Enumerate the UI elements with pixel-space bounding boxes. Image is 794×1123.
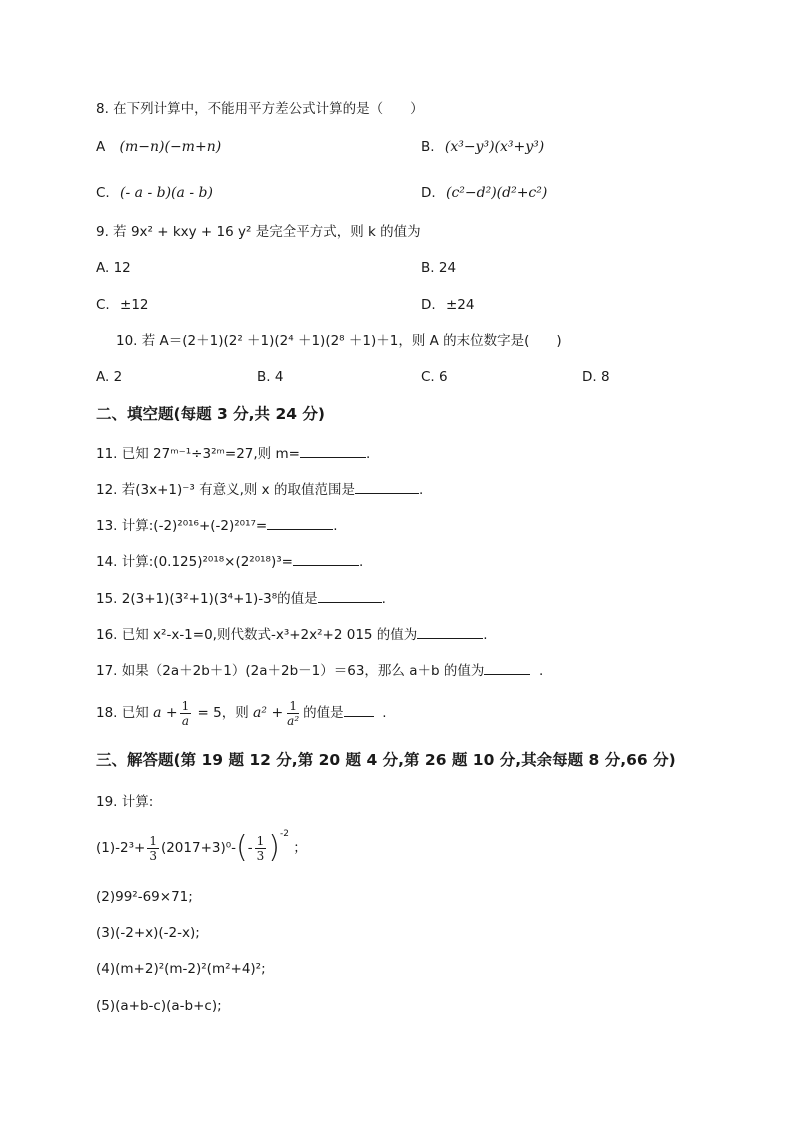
option-label: B. xyxy=(257,369,271,385)
q19-part5: (5)(a+b-c)(a-b+c); xyxy=(96,998,222,1014)
q19-part3: (3)(-2+x)(-2-x); xyxy=(96,925,200,941)
q17: 17. 如果（2a＋2b＋1）(2a＋2b－1）＝63，那么 a＋b 的值为 . xyxy=(96,663,544,679)
q19-part1 xyxy=(96,826,307,870)
exponent: -2 xyxy=(279,829,289,839)
option-expr: (c²−d²)(d²+c²) xyxy=(445,185,548,201)
q18: 18. 已知 a + $\frac{1}{a}$ = 5，则 a² + $\frac{1}{\text{a²}}$ 的值是 . xyxy=(96,698,387,728)
q8-stem: 8. 在下列计算中，不能用平方差公式计算的是（ ） xyxy=(96,101,424,117)
answer-blank[interactable] xyxy=(293,552,359,566)
question-text: 15. 2(3+1)(3²+1)(3⁴+1)-3⁸的值是 xyxy=(96,591,318,607)
right-paren: ) xyxy=(268,830,280,865)
option-value: 2 xyxy=(113,369,123,385)
q14: 14. 计算:(0.125)²⁰¹⁸×(2²⁰¹⁸)³= . xyxy=(96,554,364,570)
option-expr: (- a - b)(a - b) xyxy=(120,185,213,201)
option-label: D. xyxy=(582,369,597,385)
answer-blank[interactable] xyxy=(267,516,333,530)
fraction xyxy=(180,699,192,728)
expr-text: ； xyxy=(293,840,307,856)
q10-option-a xyxy=(96,367,122,387)
denominator: a xyxy=(181,713,189,728)
q9-stem: 9. 若 9x² + kxy + 16 y² 是完全平方式，则 k 的值为 xyxy=(96,224,421,240)
q13: 13. 计算:(-2)²⁰¹⁶+(-2)²⁰¹⁷= . xyxy=(96,518,338,534)
question-text: 14. 计算:(0.125)²⁰¹⁸×(2²⁰¹⁸)³= xyxy=(96,554,293,570)
option-label: A xyxy=(96,139,106,155)
option-label: B. xyxy=(421,260,435,276)
q8-option-b xyxy=(421,137,544,157)
numerator: 1 xyxy=(256,833,265,848)
option-value: ±12 xyxy=(120,297,149,313)
q10-option-c xyxy=(421,367,448,387)
q10-option-b xyxy=(257,367,283,387)
answer-blank[interactable] xyxy=(355,480,419,494)
section3-heading: 三、解答题(第 19 题 12 分,第 20 题 4 分,第 26 题 10 分,其余每题 8 分,66 分) xyxy=(96,751,676,769)
option-label: D. xyxy=(421,185,436,201)
q19-part2: (2)99²-69×71; xyxy=(96,889,193,905)
q12: 12. 若(3x+1)⁻³ 有意义,则 x 的取值范围是 . xyxy=(96,482,424,498)
option-expr: (m−n)(−m+n) xyxy=(119,139,222,155)
option-label: A. xyxy=(96,260,110,276)
option-label: A. xyxy=(96,369,110,385)
option-value: 6 xyxy=(439,369,448,385)
answer-blank[interactable] xyxy=(300,444,366,458)
q16: 16. 已知 x²-x-1=0,则代数式-x³+2x²+2 015 的值为 . xyxy=(96,627,488,643)
numerator: 1 xyxy=(149,833,157,848)
q19-part4: (4)(m+2)²(m-2)²(m²+4)²; xyxy=(96,961,266,977)
numerator: 1 xyxy=(289,698,297,713)
denominator: 3 xyxy=(149,848,157,863)
option-label: C. xyxy=(96,185,110,201)
option-value: 4 xyxy=(274,369,284,385)
question-text: 17. 如果（2a＋2b＋1）(2a＋2b－1）＝63，那么 a＋b 的值为 xyxy=(96,663,485,679)
answer-blank[interactable] xyxy=(318,589,382,603)
q19-stem: 19. 计算: xyxy=(96,794,154,810)
math-expr: a² + xyxy=(253,705,284,721)
option-label: C. xyxy=(96,297,110,313)
q9-option-d xyxy=(421,295,474,315)
answer-blank[interactable] xyxy=(484,661,530,675)
option-label: D. xyxy=(421,297,436,313)
option-value: ±24 xyxy=(445,297,475,313)
question-text: 16. 已知 x²-x-1=0,则代数式-x³+2x²+2 015 的值为 xyxy=(96,627,418,643)
question-text: 18. 已知 xyxy=(96,705,149,721)
option-value: 24 xyxy=(438,260,457,276)
option-label: C. xyxy=(421,369,435,385)
question-text: 12. 若(3x+1)⁻³ 有意义,则 x 的取值范围是 xyxy=(96,482,355,498)
question-text: 的值是 xyxy=(303,705,344,721)
expr-text: (1)-2³+ xyxy=(96,840,146,856)
q9-option-c xyxy=(96,295,149,315)
option-expr: (x³−y³)(x³+y³) xyxy=(444,139,545,155)
denominator: 3 xyxy=(256,848,265,863)
fraction xyxy=(147,834,159,863)
q8-option-c xyxy=(96,183,213,203)
math-expr: a + xyxy=(153,705,178,721)
q10-stem: 10. 若 A＝(2＋1)(2² ＋1)(2⁴ ＋1)(2⁸ ＋1)＋1，则 A 的末位数字是( ) xyxy=(116,333,562,349)
question-text: = 5，则 xyxy=(197,705,249,721)
fraction xyxy=(255,834,267,863)
fraction xyxy=(285,699,301,728)
option-value: 8 xyxy=(600,369,610,385)
q8-option-a xyxy=(96,137,221,157)
option-label: B. xyxy=(421,139,435,155)
answer-blank[interactable] xyxy=(344,703,374,717)
q10-option-d xyxy=(582,367,610,387)
option-value: 12 xyxy=(113,260,131,276)
answer-blank[interactable] xyxy=(417,625,483,639)
q8-option-d xyxy=(421,183,547,203)
question-text: 13. 计算:(-2)²⁰¹⁶+(-2)²⁰¹⁷= xyxy=(96,518,268,534)
expr-text: - xyxy=(247,840,253,856)
q9-option-b xyxy=(421,258,456,278)
denominator: a² xyxy=(287,713,300,728)
expr-text: (2017+3)⁰- xyxy=(160,840,237,856)
section2-heading: 二、填空题(每题 3 分,共 24 分) xyxy=(96,405,325,423)
q9-option-a xyxy=(96,258,131,278)
numerator: 1 xyxy=(181,698,190,713)
q11: 11. 已知 27ᵐ⁻¹÷3²ᵐ=27,则 m= . xyxy=(96,446,371,462)
q15: 15. 2(3+1)(3²+1)(3⁴+1)-3⁸的值是 . xyxy=(96,591,386,607)
left-paren: ( xyxy=(236,830,248,865)
question-text: 11. 已知 27ᵐ⁻¹÷3²ᵐ=27,则 m= xyxy=(96,446,300,462)
